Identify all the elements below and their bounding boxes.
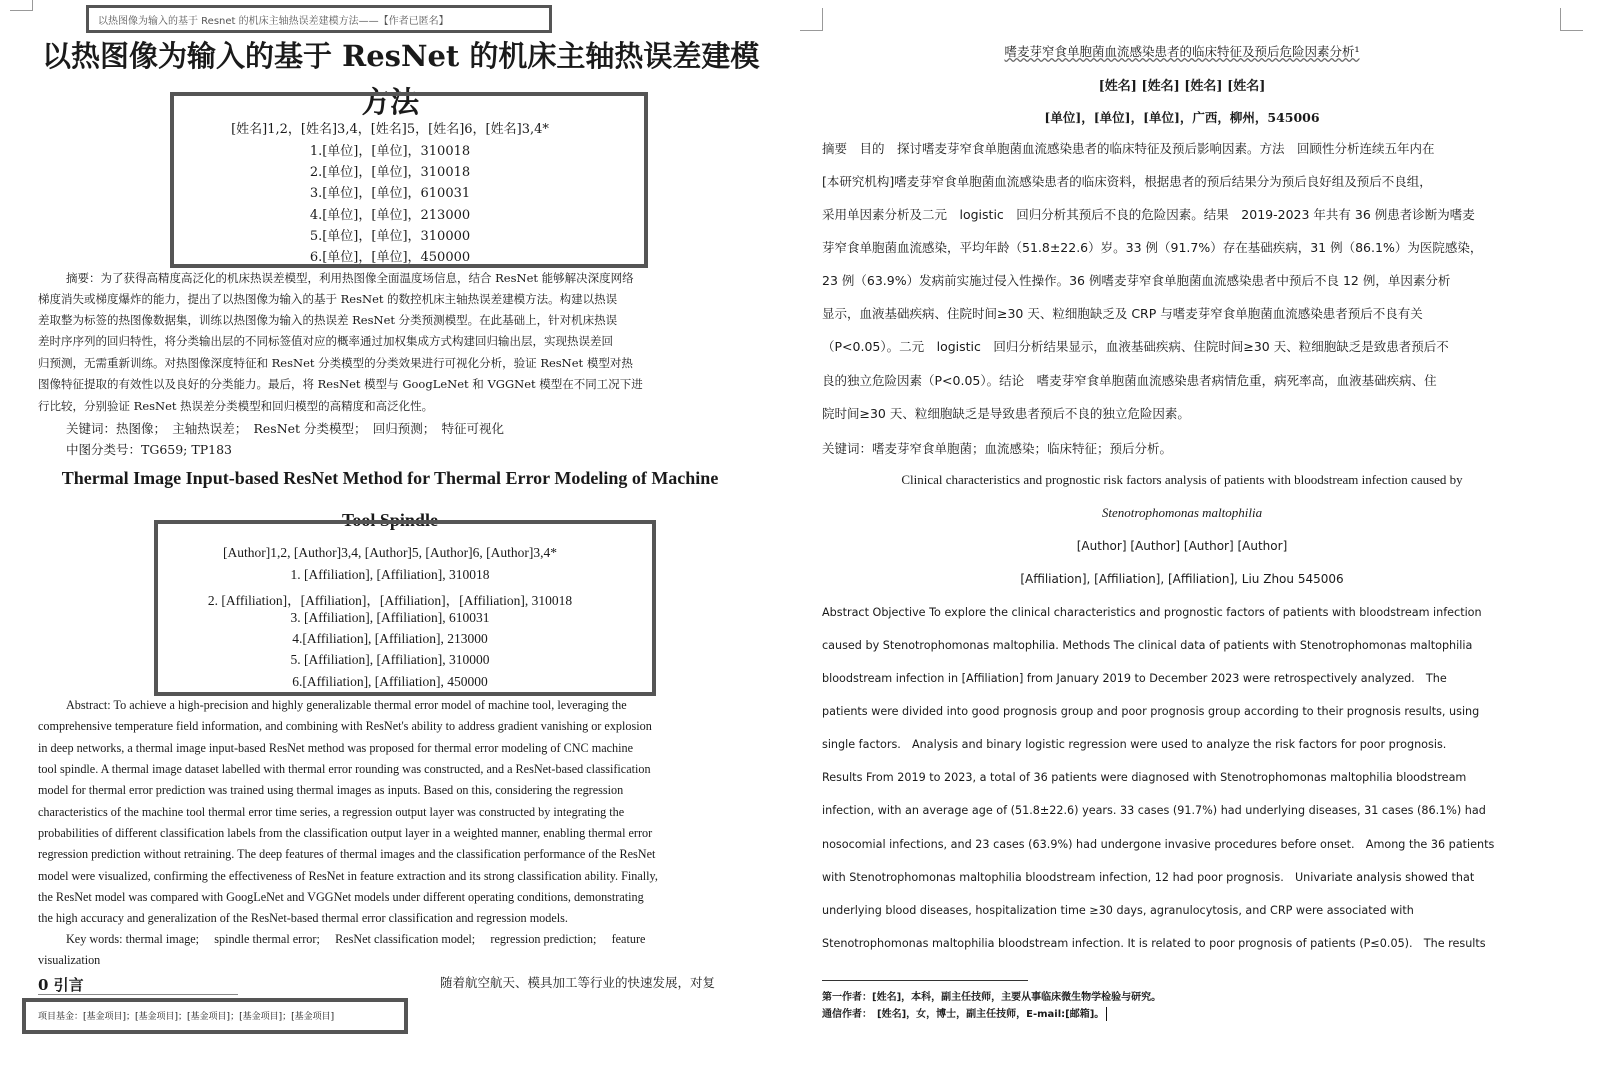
authors-cn: [姓名] [姓名] [姓名] [姓名]: [1098, 79, 1266, 94]
affiliation-cn: 5.[单位]，[单位]，310000: [309, 229, 471, 244]
abstract-cn-line: 图像特征提取的有效性以及良好的分类能力。最后，将 ResNet 模型与 GoogLeNet 和 VGGNet 模型在不同工况下进: [38, 377, 643, 391]
abstract-en-line: comprehensive temperature field information, and combining with ResNet's ability to address gradient vanishing or explosion: [38, 719, 652, 733]
abstract-en-line: Abstract Objective To explore the clinical characteristics and prognostic factors of patients with bloodstream infection: [822, 606, 1482, 619]
footnote-divider: [822, 980, 1028, 981]
affiliation-cn: 2.[单位]，[单位]，310018: [309, 165, 471, 180]
affiliation-cn: 3.[单位]，[单位]，610031: [309, 186, 471, 201]
affiliation-en: 5. [Affiliation], [Affiliation], 310000: [290, 652, 490, 667]
affiliation-cn: 1.[单位]，[单位]，310018: [309, 144, 471, 159]
footnote-divider: [38, 994, 238, 995]
right-document-page: [800, 0, 1614, 1070]
paper-title-cn-text: 嗜麦芽窄食单胞菌血流感染患者的临床特征及预后危险因素分析¹: [1004, 44, 1360, 59]
abstract-en-line: tool spindle. A thermal image dataset labelled with thermal error rounding was constructed, and a ResNet-based classification: [38, 762, 651, 776]
keywords-en: Key words: thermal image; spindle thermal error; ResNet classification model; regression prediction; feature: [66, 932, 646, 946]
affiliation-cn: [单位]，[单位]，[单位]，广西，柳州，545006: [1044, 110, 1320, 125]
abstract-en-line: model for thermal error prediction was trained using thermal images as inputs. Based on this, considering the regression: [38, 783, 624, 797]
abstract-cn-line: 行比较，分别验证 ResNet 热误差分类模型和回归模型的高精度和高泛化性。: [38, 399, 434, 413]
affiliation-en: 2. [Affiliation]，[Affiliation]，[Affiliation]，[Affiliation], 310018: [207, 593, 573, 608]
footnote-corresponding-author: [822, 1005, 1107, 1021]
abstract-en-line: Abstract: To achieve a high-precision and highly generalizable thermal error model of machine tool, leveraging the: [66, 698, 627, 712]
abstract-cn-line: 摘要 目的 探讨嗜麦芽窄食单胞菌血流感染患者的临床特征及预后影响因素。方法 回顾性分析连续五年内在: [822, 141, 1435, 156]
paper-title-cn: [800, 42, 1564, 60]
affiliation-cn: 6.[单位]，[单位]，450000: [309, 250, 471, 265]
affiliation-en: 3. [Affiliation], [Affiliation], 610031: [290, 610, 490, 625]
abstract-cn-line: 差时序序列的回归特性，将分类输出层的不同标签值对应的概率通过加权集成方式构建回归输出层，实现热误差回: [38, 334, 613, 348]
paper-title-en: Clinical characteristics and prognostic risk factors analysis of patients with bloodstream infection caused by: [901, 472, 1463, 487]
left-document-page: [0, 0, 780, 1070]
abstract-cn-line: （P<0.05）。二元 logistic 回归分析结果显示，血液基础疾病、住院时间≥30 天、粒细胞缺乏是致患者预后不: [822, 339, 1449, 354]
abstract-cn-line: 院时间≥30 天、粒细胞缺乏是导致患者预后不良的独立危险因素。: [822, 406, 1190, 421]
abstract-cn-line: [本研究机构]嗜麦芽窄食单胞菌血流感染患者的临床资料，根据患者的预后结果分为预后良好组及预后不良组，: [822, 174, 1432, 189]
keywords-en-line2: visualization: [38, 953, 101, 967]
abstract-en-line: model were visualized, confirming the effectiveness of ResNet in feature extraction and its strong classification ability. Finally,: [38, 869, 658, 883]
paper-title-en-line2: [800, 505, 1564, 521]
authors-en: [Author] [Author] [Author] [Author]: [1076, 539, 1288, 553]
affiliation-en: [Affiliation], [Affiliation], [Affiliation], Liu Zhou 545006: [1020, 572, 1344, 586]
affiliation-en: 6.[Affiliation], [Affiliation], 450000: [292, 674, 488, 689]
keywords-cn: 关键词：热图像； 主轴热误差； ResNet 分类模型； 回归预测； 特征可视化: [66, 421, 505, 436]
text-cursor: [1106, 1007, 1107, 1021]
abstract-cn-line: 良的独立危险因素（P<0.05）。结论 嗜麦芽窄食单胞菌血流感染患者病情危重，病死率高，血液基础疾病、住: [822, 373, 1437, 388]
crop-mark: [10, 0, 33, 11]
abstract-en-line: in deep networks, a thermal image input-based ResNet method was proposed for thermal error modeling of CNC machine: [38, 741, 633, 755]
paper-title-cn-line2: 方法: [360, 85, 419, 119]
paper-title-en: Thermal Image Input-based ResNet Method for Thermal Error Modeling of Machine: [61, 468, 719, 488]
abstract-en-line: Results From 2019 to 2023, a total of 36 patients were diagnosed with Stenotrophomonas maltophilia bloodstream: [822, 771, 1467, 784]
abstract-en-line: characteristics of the machine tool thermal error time series, a regression output layer was constructed by integrating the: [38, 805, 625, 819]
abstract-en-line: caused by Stenotrophomonas maltophilia. Methods The clinical data of patients with Stenotrophomonas maltophilia: [822, 639, 1473, 652]
abstract-cn-line: 归预测，无需重新训练。对热图像深度特征和 ResNet 分类模型的分类效果进行可视化分析，验证 ResNet 模型对热: [38, 356, 633, 370]
abstract-cn-line: 显示，血液基础疾病、住院时间≥30 天、粒细胞缺乏及 CRP 与嗜麦芽窄食单胞菌血流感染患者预后不良有关: [822, 306, 1423, 321]
affiliation-en: 4.[Affiliation], [Affiliation], 213000: [292, 631, 488, 646]
paper-title-en-line2: Tool Spindle: [342, 510, 438, 530]
abstract-cn-line: 梯度消失或梯度爆炸的能力，提出了以热图像为输入的基于 ResNet 的数控机床主轴热误差建模方法。构建以热误: [38, 292, 618, 306]
footnote-corresponding-text: 通信作者： [姓名]，女，博士，副主任技师，E-mail:[邮箱]。: [822, 1009, 1105, 1020]
abstract-en-line: the ResNet model was compared with GoogLeNet and VGGNet models under different operating conditions, demonstrating: [38, 890, 644, 904]
abstract-en-line: bloodstream infection in [Affiliation] from January 2019 to December 2023 were retrospectively analyzed. The: [822, 672, 1447, 685]
abstract-en-line: with Stenotrophomonas maltophilia bloodstream infection, 12 had poor prognosis. Univariate analysis showed that: [822, 871, 1475, 884]
abstract-en-line: single factors. Analysis and binary logistic regression were used to analyze the risk factors for poor prognosis.: [822, 738, 1447, 751]
paper-title-cn: 以热图像为输入的基于 ResNet 的机床主轴热误差建模: [42, 39, 760, 73]
abstract-cn-line: 差取整为标签的热图像数据集，训练以热图像为输入的热误差 ResNet 分类预测模型。在此基础上，针对机床热误: [38, 313, 618, 327]
running-header: 以热图像为输入的基于 Resnet 的机床主轴热误差建模方法——【作者已匿名】: [98, 16, 449, 27]
abstract-en-line: the high accuracy and generalization of the ResNet-based thermal error classification and regression models.: [38, 911, 568, 925]
funding-note: 项目基金：[基金项目]；[基金项目]；[基金项目]；[基金项目]；[基金项目]: [38, 1012, 335, 1022]
abstract-en-line: nosocomial infections, and 23 cases (63.9%) had undergone invasive procedures before onset. Among the 36 patients: [822, 838, 1495, 851]
abstract-cn-line: 芽窄食单胞菌血流感染，平均年龄（51.8±22.6）岁。33 例（91.7%）存在基础疾病，31 例（86.1%）为医院感染，: [822, 240, 1483, 255]
keywords-cn: 关键词：嗜麦芽窄食单胞菌；血流感染；临床特征；预后分析。: [822, 441, 1173, 456]
abstract-cn-line: 23 例（63.9%）发病前实施过侵入性操作。36 例嗜麦芽窄食单胞菌血流感染患者中预后不良 12 例，单因素分析: [822, 273, 1451, 288]
abstract-en-line: probabilities of different classification labels from the classification output layer in a weighted manner, enabling thermal error: [38, 826, 653, 840]
crop-mark: [800, 8, 823, 31]
affiliation-cn: 4.[单位]，[单位]，213000: [309, 208, 471, 223]
footnote-first-author: 第一作者：[姓名]，本科，副主任技师，主要从事临床微生物学检验与研究。: [822, 992, 1162, 1003]
affiliation-en: 1. [Affiliation], [Affiliation], 310018: [290, 567, 490, 582]
abstract-en-line: regression prediction without retraining. The deep features of thermal images and the classification performance of the ResNet: [38, 847, 656, 861]
abstract-cn-line: 摘要：为了获得高精度高泛化的机床热误差模型，利用热图像全面温度场信息，结合 ResNet 能够解决深度网络: [66, 271, 634, 285]
abstract-cn-line: 采用单因素分析及二元 logistic 回归分析其预后不良的危险因素。结果 2019-2023 年共有 36 例患者诊断为嗜麦: [822, 207, 1475, 222]
abstract-en-line: patients were divided into good prognosis group and poor prognosis group according to their prognosis results, using: [822, 705, 1480, 718]
intro-text: 随着航空航天、模具加工等行业的快速发展，对复: [440, 975, 716, 990]
authors-cn: [姓名]1,2，[姓名]3,4，[姓名]5，[姓名]6，[姓名]3,4*: [231, 122, 549, 137]
abstract-en-line: infection, with an average age of (51.8±22.6) years. 33 cases (91.7%) had underlying diseases, 31 cases (86.1%) had: [822, 804, 1486, 817]
authors-en: [Author]1,2, [Author]3,4, [Author]5, [Author]6, [Author]3,4*: [222, 545, 558, 560]
abstract-en-line: underlying blood diseases, hospitalization time ≥30 days, agranulocytosis, and CRP were associated with: [822, 904, 1414, 917]
abstract-en-line: Stenotrophomonas maltophilia bloodstream infection. It is related to poor prognosis of patients (P≤0.05). The results: [822, 937, 1486, 950]
crop-mark: [1560, 8, 1583, 31]
intro-heading: 0 引言: [38, 976, 84, 994]
species-name: Stenotrophomonas maltophilia: [1101, 505, 1263, 520]
clc-number: 中图分类号：TG659; TP183: [66, 442, 232, 457]
